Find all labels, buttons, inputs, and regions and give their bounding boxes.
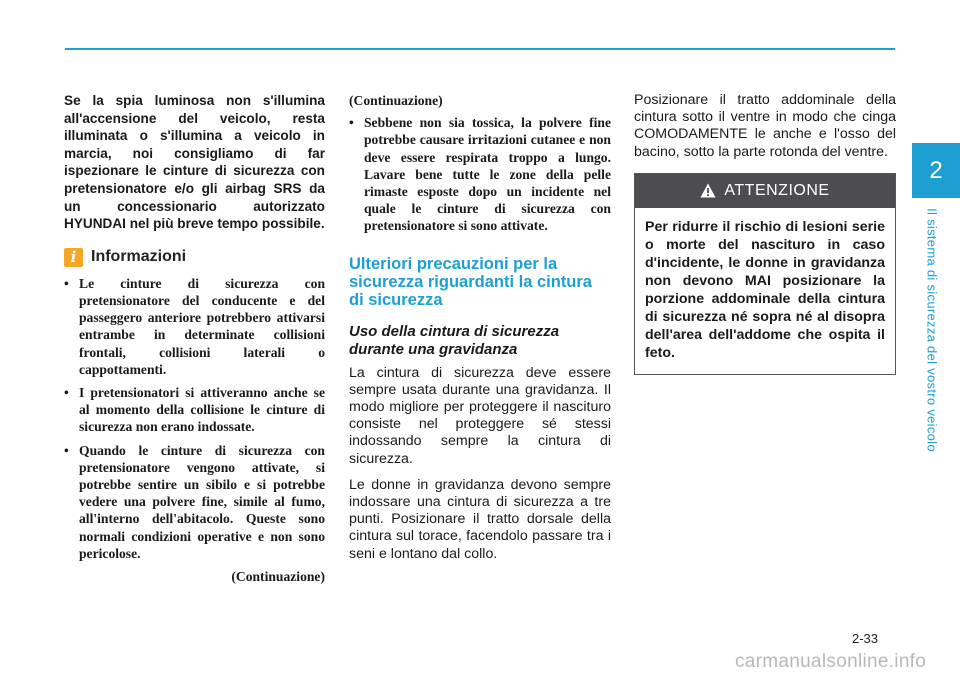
chapter-title: Il sistema di sicurezza del vostro veicolo (924, 208, 940, 452)
info-header (64, 248, 325, 267)
list-item: • Sebbene non sia tossica, la polvere fine potrebbe causare irritazioni cutanee e non deve essere respirata troppo a lungo. Lavare bene tutte le zone della pelle rimaste esposte dopo un incidente nel quale le cinture di sicurezza con pretensionatore si sono attivate. (349, 115, 611, 234)
warning-box (634, 173, 896, 375)
warning-triangle-icon (700, 183, 716, 198)
top-rule (65, 48, 895, 50)
list-item: • Quando le cinture di sicurezza con pretensionatore vengono attivate, si potrebbe sentire un sibilo e si potrebbe vedere una polvere fine, simile al fumo, all'interno dell'abitacolo. Queste sono normali condizioni operative e non sono pericolose. (64, 442, 325, 561)
column-1 (64, 92, 325, 585)
column-2 (349, 92, 611, 572)
info-list (64, 275, 325, 562)
body-paragraph: Le donne in gravidanza devono sempre indossare una cintura di sicurezza a tre punti. Posizionare il tratto dorsale della cintura sul torace, facendolo passare tra i seni e lontano dal collo. (349, 476, 611, 562)
warning-body: Per ridurre il rischio di lesioni serie o morte del nascituro in caso d'incidente, le donne in gravidanza non devono MAI posizionare la porzione addominale della cintura di sicurezza né sopra né al disopra dell'area dell'addome che ospita il feto. (645, 218, 885, 361)
list-item: • Le cinture di sicurezza con pretensionatore del conducente e del passeggero anteriore potrebbero attivarsi entrambe in determinate collisioni frontali, collisioni laterali o cappottamenti. (64, 275, 325, 377)
info-title: Informazioni (91, 248, 187, 266)
body-paragraph: Posizionare il tratto addominale della cintura sotto il ventre in modo che cinga COMODAMENTE le anche e l'osso del bacino, sotto la parte rotonda del ventre. (634, 92, 896, 160)
watermark: carmanualsonline.info (735, 651, 927, 672)
continued-label: (Continuazione) (349, 93, 443, 108)
column-3 (634, 92, 896, 375)
warning-paragraph: Se la spia luminosa non s'illumina all'accensione del veicolo, resta illuminata o s'illumina a veicolo in marcia, noi consigliamo di far ispezionare le cinture di sicurezza con pretensionatore e/o gli airbag SRS da un concessionario autorizzato HYUNDAI nel più breve tempo possibile. (64, 93, 325, 232)
info-icon: i (64, 248, 83, 267)
info-list-continued (349, 114, 611, 234)
chapter-tab (912, 143, 960, 198)
body-paragraph: La cintura di sicurezza deve essere sempre usata durante una gravidanza. Il modo migliore per proteggere il nascituro consiste nel proteggere sé stessi indossando sempre la cintura di sicurezza. (349, 364, 611, 467)
warning-title: ATTENZIONE (724, 181, 830, 199)
continued-label: (Continuazione) (231, 569, 325, 584)
section-heading: Ulteriori precauzioni per la sicurezza riguardanti la cintura di sicurezza (349, 254, 592, 309)
sub-heading: Uso della cintura di sicurezza durante una gravidanza (349, 322, 560, 358)
list-item: • I pretensionatori si attiveranno anche se al momento della collisione le cinture di sicurezza non erano indossate. (64, 384, 325, 435)
warning-header (635, 174, 895, 208)
chapter-number: 2 (929, 156, 943, 184)
page-number: 2-33 (852, 631, 879, 646)
